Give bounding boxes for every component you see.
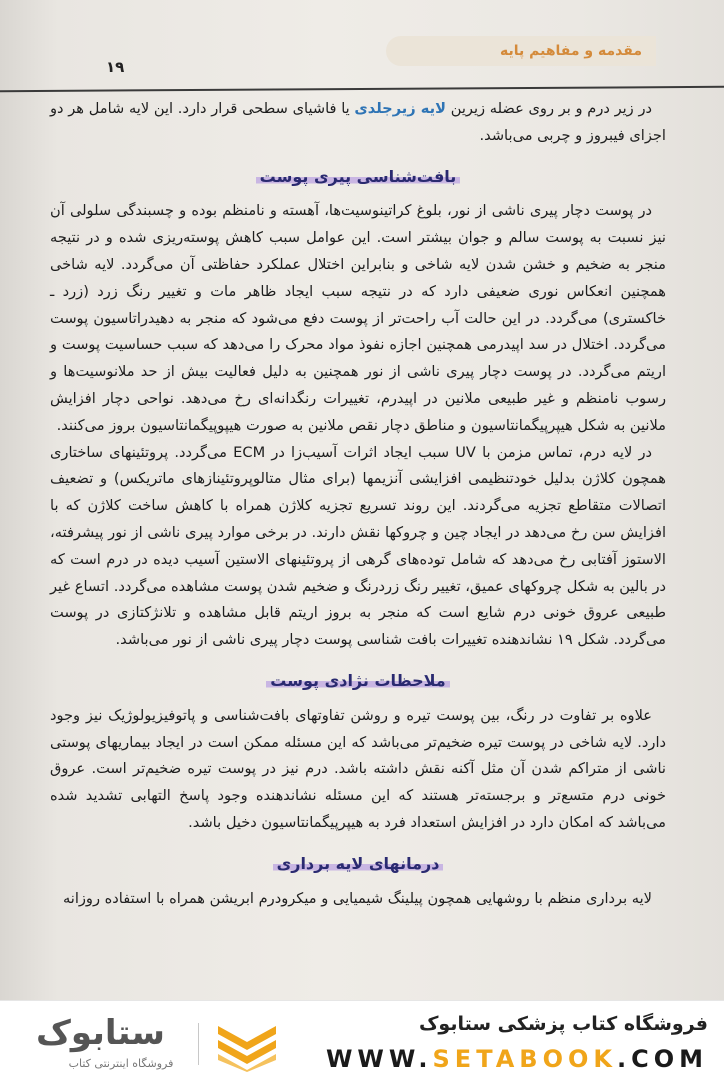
heading-text: بافت‌شناسی پیری پوست — [256, 167, 461, 186]
text-run: می‌گردد. پروتئینهای ساختاری همچون کلاژن بدلیل خودتنظیمی افزایشی آنزیمها (برای مثال متالوپروتئینازهای ماتریکس) و تضعیف اتصالات متقاطع تجزیه می‌گردند. این روند تسریع تجزیه کلاژن همراه با کاهش ساخت کلاژن که با افزایش سن رخ می‌دهد در ایجاد چین و چروکها نقش دارند. در برخی موارد پیری ناشی از نور پیشرفته، الاستوز آفتابی رخ می‌دهد که شامل توده‌های گرهی از پروتئینهای الاستین آسیب دیده در درم است که در بالین به شکل چروکهای عمیق، تغییر رنگ زردرنگ و ضخیم شدن پوست مشاهده می‌گردد. اتساع غیر طبیعی عروق خونی درم شایع است که منجر به بروز اریتم قابل مشاهده و تلانژکتازی در پوست می‌گردد. شکل ۱۹ نشاندهنده تغییرات بافت شناسی پوست دچار پیری ناشی از نور می‌باشد. — [50, 443, 666, 649]
logo-wordmark: ستابوک — [36, 1013, 165, 1053]
logo-tagline: فروشگاه اینترنتی کتاب — [68, 1057, 174, 1070]
text-run: یا فاشیای سطحی قرار دارد. این لایه شامل هر دو اجزای فیبروز و چربی می‌باشد. — [50, 100, 666, 144]
heading-text: ملاحظات نژادی پوست — [266, 671, 449, 690]
text-run: UV — [455, 443, 476, 461]
store-footer — [0, 1000, 724, 1081]
text-run: در زیر درم و بر روی عضله زیرین — [446, 100, 652, 117]
page-number: ۱۹ — [106, 58, 125, 76]
paragraph: علاوه بر تفاوت در رنگ، بین پوست تیره و روشن تفاوتهای بافت‌شناسی و پاتوفیزیولوژیک نیز وجود دارد. لایه شاخی در پوست تیره ضخیم‌تر می‌باشد که این مسئله ممکن است در ایجاد بیماریهای پوستی ناشی از متراکم شدن آن مثل آکنه نقش داشته باشد. درم نیز در پوست تیره ضخیم‌تر است. عروق خونی درم متسع‌تر و برجسته‌تر هستند که این مسئله نشاندهنده وجود پاسخ التهابی تشدید شده می‌باشد که امکان دارد در افزایش استعداد فرد به هیپرپیگمانتاسیون دخیل باشد. — [50, 706, 666, 831]
paragraph — [50, 440, 666, 654]
text-run: سبب ایجاد اثرات آسیب‌زا در — [265, 443, 456, 461]
chapter-header-tab — [386, 36, 656, 66]
section-heading — [50, 851, 666, 878]
text-run: ECM — [233, 443, 266, 461]
store-url[interactable] — [326, 1045, 708, 1073]
section-heading — [50, 164, 666, 191]
url-prefix: WWW. — [325, 1045, 433, 1073]
paragraph: لایه برداری منظم با روشهایی همچون پیلینگ شیمیایی و میکرودرم ابریشن همراه با استفاده روزانه — [62, 889, 652, 907]
store-name: فروشگاه کتاب پزشکی ستابوک — [418, 1013, 708, 1035]
url-brand: SETABOOK — [432, 1045, 617, 1073]
chapter-title: مقدمه و مفاهیم پایه — [500, 43, 642, 59]
heading-text: درمانهای لایه برداری — [273, 854, 444, 873]
header-rule — [0, 86, 724, 92]
page-body — [50, 96, 666, 912]
text-run: در لایه درم، تماس مزمن با — [475, 443, 652, 461]
book-stack-logo-icon — [214, 1020, 280, 1072]
section-heading — [50, 668, 666, 695]
paragraph: در پوست دچار پیری ناشی از نور، بلوغ کراتینوسیت‌ها، آهسته و نامنظم بوده و چسبندگی سلولی آن نیز نسبت به پوست سالم و جوان بیشتر است. این عوامل سبب کاهش پوسته‌ریزی شده و در نتیجه منجر به ضخیم و خشن شدن لایه شاخی و بنابراین اختلال عملکرد حفاظتی آن می‌گردد. لایه شاخی همچنین انعکاس نوری ضعیفی دارد که در نتیجه سبب ایجاد ظاهر مات و تغییر رنگ زرد (زرد ـ خاکستری) می‌گردد. در این حالت آب راحت‌تر از پوست دفع می‌شود که منجر به دهیدراتاسیون پوست می‌گردد. اختلال در سد اپیدرمی همچنین اجازه نفوذ مواد محرک را می‌دهد که سبب حساسیت پوست و اریتم می‌گردد. در پوست دچار پیری ناشی از نور همچنین به دلیل فعالیت بیش از حد ملانوسیت‌ها و رسوب نامنظم و غیر طبیعی ملانین در اپیدرم، تغییرات رنگدانه‌ای رخ می‌دهد. نواحی دچار افزایش ملانین به شکل هیپرپیگمانتاسیون و مناطق دچار نقص ملانین به صورت هیپوپیگمانتاسیون بروز می‌کنند. — [50, 202, 666, 434]
url-suffix: .COM — [616, 1045, 708, 1073]
highlighted-term: لایه زیرجلدی — [354, 100, 447, 117]
logo-divider — [198, 1023, 199, 1065]
paragraph-intro — [50, 96, 666, 150]
